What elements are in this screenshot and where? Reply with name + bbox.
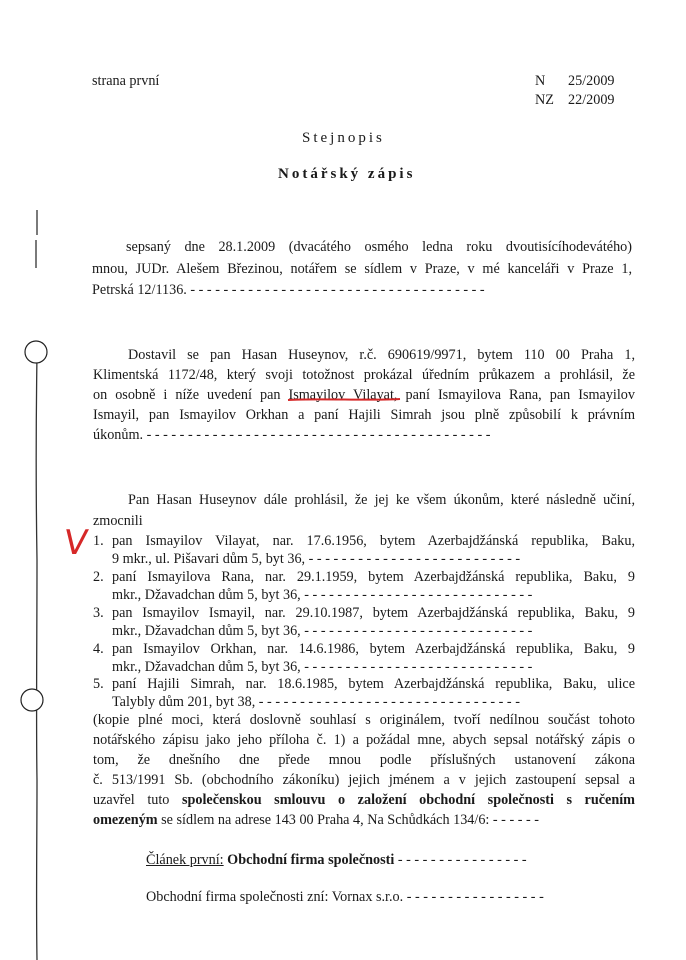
person-4-number: 4. [93, 641, 104, 657]
closing-line-3: tom, že dnešního dne přede mnou podle příslušných ustanovení zákona [93, 752, 635, 768]
closing-line-4: č. 513/1991 Sb. (obchodního zákoníku) jejich jménem a v jejich zastoupení sepsal a [93, 772, 635, 788]
person-1-line-1: pan Ismayilov Vilayat, nar. 17.6.1956, bytem Azerbajdžánská republika, Baku, [112, 533, 635, 549]
appearance-line-4: Ismayil, pan Ismayilov Orkhan a paní Hajili Simrah jsou plně způsobilí k právním [93, 407, 635, 423]
company-name-line: Obchodní firma společnosti zní: Vornax s.r.o. - - - - - - - - - - - - - - - - - [146, 889, 544, 905]
article-one-title: Obchodní firma společnosti [223, 852, 395, 868]
nz-label: NZ [535, 92, 554, 108]
binding-edge-line [36, 355, 37, 960]
person-4-line-1: pan Ismayilov Orkhan, nar. 14.6.1986, bytem Azerbajdžánská republika, Baku, 9 [112, 641, 635, 657]
declaration-line-2: zmocnili [93, 513, 143, 529]
appearance-line-2: Klimentská 1172/48, který svoji totožnost prokázal úředním průkazem a prohlásil, že [93, 367, 635, 383]
appearance-line-3: on osobně i níže uvedení pan Ismayilov Vilayat, paní Ismayilova Rana, pan Ismayilov [93, 387, 635, 403]
nz-value: 22/2009 [568, 92, 615, 108]
closing-line-6 [93, 810, 539, 830]
punch-hole-top [25, 341, 47, 363]
closing-line-5 [93, 790, 635, 810]
intro-line-1: sepsaný dne 28.1.2009 (dvacátého osmého ledna roku dvoutisícíhodevátého) [126, 239, 632, 255]
person-5-line-2: Talybly dům 201, byt 38, - - - - - - - - - - - - - - - - - - - - - - - - - - - - - - - - [112, 694, 520, 710]
closing-line-5-pre: uzavřel tuto [93, 792, 182, 808]
page-label: strana první [92, 73, 160, 89]
person-3-number: 3. [93, 605, 104, 621]
person-2-number: 2. [93, 569, 104, 585]
n-label: N [535, 73, 546, 89]
handwritten-check-mark: V [61, 523, 91, 563]
closing-line-6-post: se sídlem na adrese 143 00 Praha 4, Na Schůdkách 134/6: - - - - - - [157, 812, 539, 828]
person-1-number: 1. [93, 533, 104, 549]
limited-liability-word: omezeným [93, 812, 158, 828]
deed-title: Notářský zápis [278, 166, 416, 182]
person-1-line-2: 9 mkr., ul. Pišavari dům 5, byt 36, - - - - - - - - - - - - - - - - - - - - - - - - - - [112, 551, 521, 567]
person-3-line-1: pan Ismayilov Ismayil, nar. 29.10.1987, bytem Azerbajdžánská republika, Baku, 9 [112, 605, 635, 621]
article-one-label: Článek první: [146, 852, 224, 868]
n-value: 25/2009 [568, 73, 615, 89]
closing-line-2: notářského zápisu jako jeho příloha č. 1) a požádal mne, abych sepsal notářský zápis o [93, 732, 635, 748]
person-5-number: 5. [93, 676, 104, 692]
intro-line-3: Petrská 12/1136. - - - - - - - - - - - - - - - - - - - - - - - - - - - - - - - - - - - - [92, 282, 485, 298]
appearance-line-5: úkonům. - - - - - - - - - - - - - - - - - - - - - - - - - - - - - - - - - - - - - - - - - - [93, 427, 491, 443]
article-one-heading [146, 850, 527, 870]
person-3-line-2: mkr., Džavadchan dům 5, byt 36, - - - - - - - - - - - - - - - - - - - - - - - - - - - - [112, 623, 533, 639]
person-2-line-2: mkr., Džavadchan dům 5, byt 36, - - - - - - - - - - - - - - - - - - - - - - - - - - - - [112, 587, 533, 603]
article-one-dashes: - - - - - - - - - - - - - - - - [394, 852, 527, 868]
closing-line-1: (kopie plné moci, která doslovně souhlasí s originálem, tvoří nedílnou součást tohoto [93, 712, 635, 728]
company-contract-phrase: společenskou smlouvu o založení obchodní společnosti s ručením [181, 792, 635, 808]
appearance-line-1: Dostavil se pan Hasan Huseynov, r.č. 690619/9971, bytem 110 00 Praha 1, [128, 347, 635, 363]
person-5-line-1: paní Hajili Simrah, nar. 18.6.1985, bytem Azerbajdžánská republika, Baku, ulice [112, 676, 635, 692]
binding-edge-top [36, 210, 37, 268]
person-2-line-1: paní Ismayilova Rana, nar. 29.1.1959, bytem Azerbajdžánská republika, Baku, 9 [112, 569, 635, 585]
punch-hole-bottom [21, 689, 43, 711]
copy-title: Stejnopis [302, 130, 385, 146]
declaration-line-1: Pan Hasan Huseynov dále prohlásil, že jej ke všem úkonům, které následně učiní, [128, 492, 635, 508]
person-4-line-2: mkr., Džavadchan dům 5, byt 36, - - - - - - - - - - - - - - - - - - - - - - - - - - - - [112, 659, 533, 675]
intro-line-2: mnou, JUDr. Alešem Březinou, notářem se sídlem v Praze, v mé kanceláři v Praze 1, [92, 261, 632, 277]
